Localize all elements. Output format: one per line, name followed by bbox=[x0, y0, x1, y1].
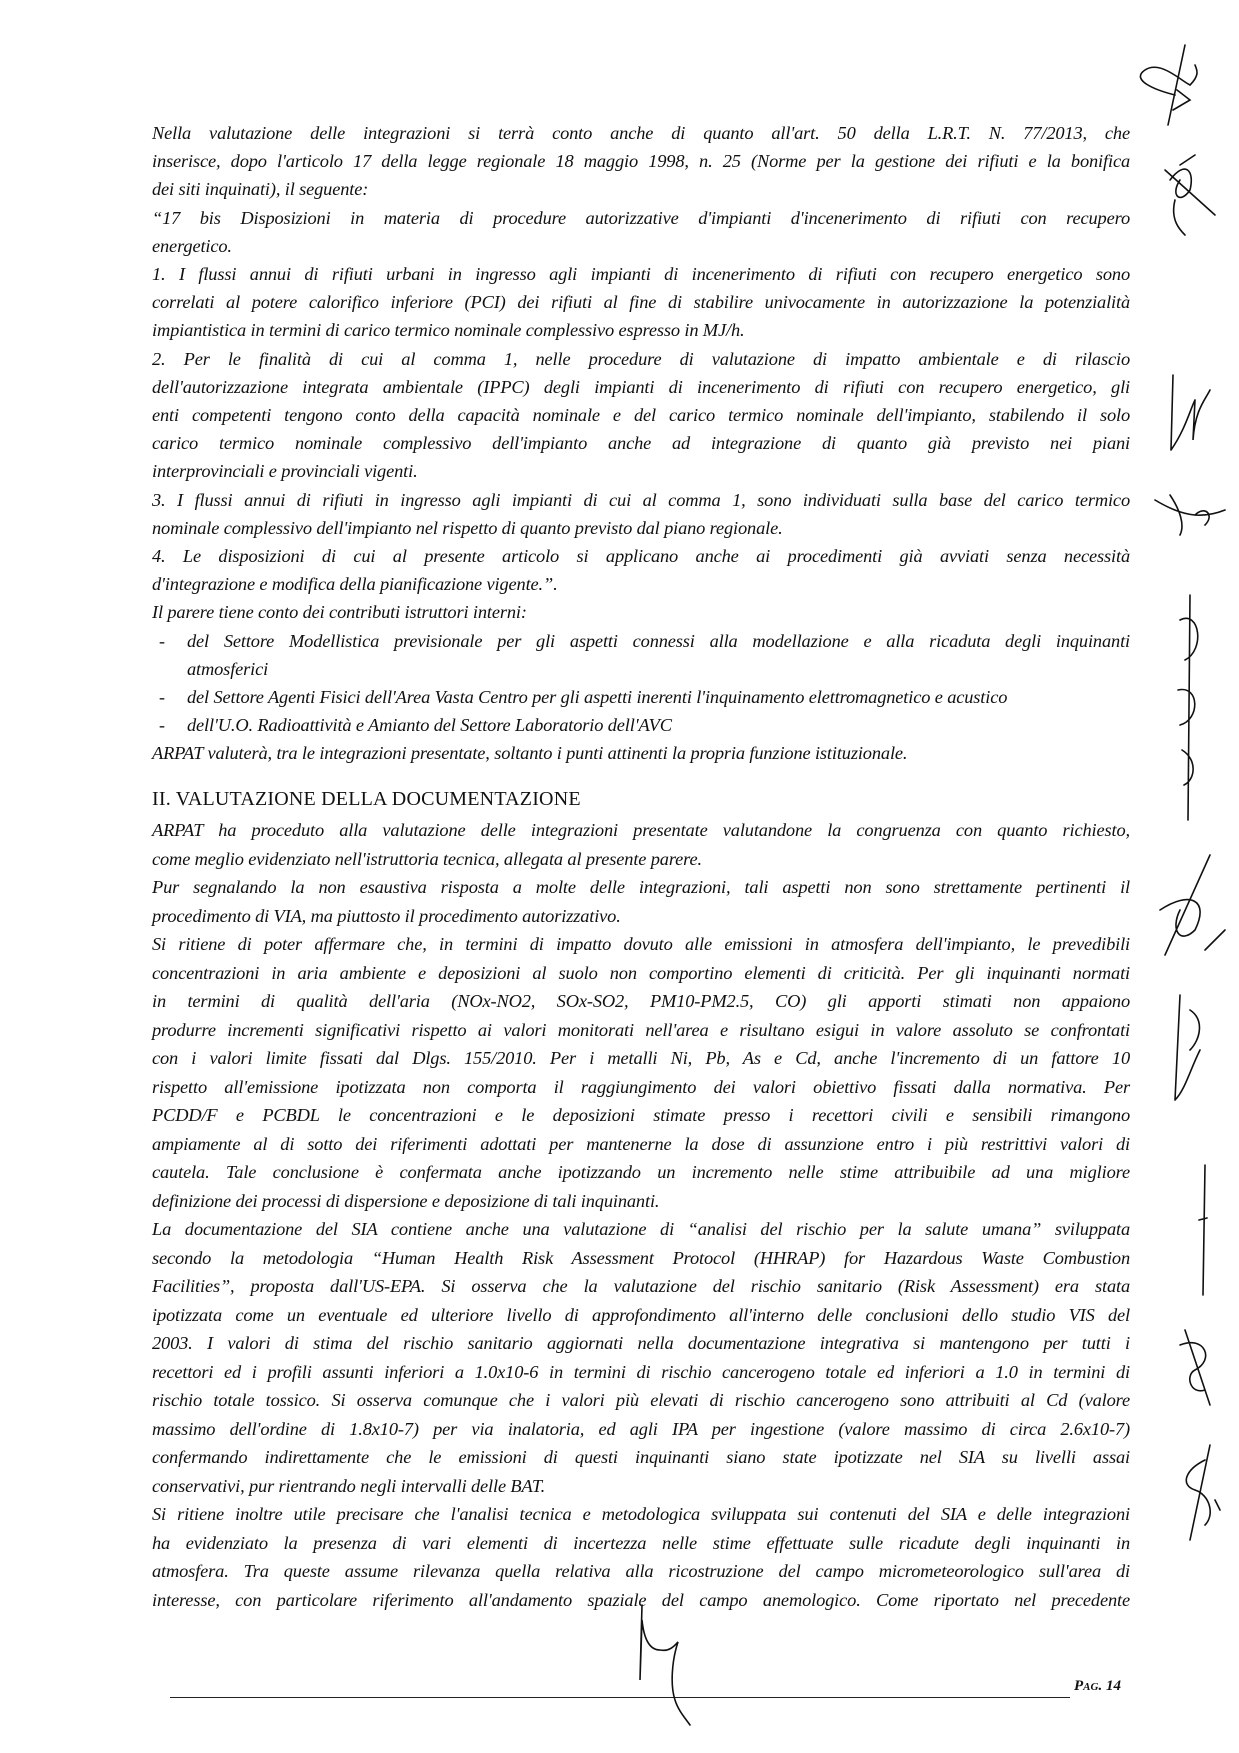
handwritten-initials-3 bbox=[1165, 370, 1215, 460]
paragraph-line: atmosfera. Tra queste assume rilevanza quella relativa alla ricostruzione del campo micrometeorologico sull'area di bbox=[152, 1561, 1130, 1581]
list-item-line: atmosferici bbox=[187, 659, 269, 679]
paragraph-line: 1. I flussi annui di rifiuti urbani in ingresso agli impianti di incenerimento di rifiuti con recupero energetico sono bbox=[152, 264, 1130, 284]
paragraph-line: Nella valutazione delle integrazioni si terrà conto anche di quanto all'art. 50 della L.R.T. N. 77/2013, che bbox=[152, 123, 1130, 143]
paragraph-line: “17 bis Disposizioni in materia di procedure autorizzative d'impianti d'incenerimento di rifiuti con recupero bbox=[152, 208, 1130, 228]
list-item-line: dell'U.O. Radioattività e Amianto del Settore Laboratorio dell'AVC bbox=[187, 715, 672, 735]
list-item-line: del Settore Agenti Fisici dell'Area Vasta Centro per gli aspetti inerenti l'inquinamento elettromagnetico e acustico bbox=[187, 687, 1008, 707]
handwritten-initials-10 bbox=[1175, 1440, 1235, 1550]
paragraph-line: massimo dell'ordine di 1.8x10-7) per via inalatoria, ed agli IPA per ingestione (valore massimo di circa 2.6x10-7) bbox=[152, 1419, 1130, 1439]
paragraph-line: carico termico nominale complessivo dell'impianto anche ad integrazione di quanto già previsto nei piani bbox=[152, 433, 1130, 453]
handwritten-initials-7 bbox=[1160, 990, 1220, 1120]
handwritten-initials-5 bbox=[1160, 590, 1220, 830]
paragraph-line: PCDD/F e PCBDL le concentrazioni e le deposizioni stimate presso i recettori civili e sensibili rimangono bbox=[152, 1105, 1130, 1125]
paragraph-line: ARPAT ha proceduto alla valutazione delle integrazioni presentate valutandone la congruenza con quanto richiesto, bbox=[152, 820, 1130, 840]
paragraph-line: nominale complessivo dell'impianto nel rispetto di quanto previsto dal piano regionale. bbox=[152, 518, 783, 538]
paragraph-line: Il parere tiene conto dei contributi istruttori interni: bbox=[152, 602, 527, 622]
paragraph-line: ipotizzata come un eventuale ed ulteriore livello di approfondimento all'interno delle conclusioni dello studio VIS del bbox=[152, 1305, 1130, 1325]
paragraph-line: 4. Le disposizioni di cui al presente articolo si applicano anche ai procedimenti già avviati senza necessità bbox=[152, 546, 1130, 566]
paragraph-line: 2003. I valori di stima del rischio sanitario aggiornati nella documentazione integrativa si mantengono per tutti i bbox=[152, 1333, 1130, 1353]
paragraph-line: 3. I flussi annui di rifiuti in ingresso agli impianti di cui al comma 1, sono individuati sulla base del carico termico bbox=[152, 490, 1130, 510]
list-bullet: - bbox=[159, 715, 165, 735]
paragraph-line: impiantistica in termini di carico termico nominale complessivo espresso in MJ/h. bbox=[152, 320, 745, 340]
paragraph-line: dell'autorizzazione integrata ambientale (IPPC) degli impianti di incenerimento di rifiuti con recupero energetico, gli bbox=[152, 377, 1130, 397]
footer-divider bbox=[170, 1697, 1070, 1698]
paragraph-line: secondo la metodologia “Human Health Risk Assessment Protocol (HHRAP) for Hazardous Waste Combustion bbox=[152, 1248, 1130, 1268]
handwritten-initials-8 bbox=[1185, 1160, 1225, 1300]
paragraph-line: dei siti inquinati), il seguente: bbox=[152, 179, 369, 199]
handwritten-initials-9 bbox=[1175, 1325, 1225, 1415]
list-item-line: del Settore Modellistica previsionale per gli aspetti connessi alla modellazione e alla ricaduta degli inquinanti bbox=[187, 631, 1130, 651]
paragraph-line: interesse, con particolare riferimento all'andamento spaziale del campo anemologico. Come riportato nel precedente bbox=[152, 1590, 1130, 1610]
paragraph-line: concentrazioni in aria ambiente e deposizioni al suolo non comportino elementi di criticità. Per gli inquinanti normati bbox=[152, 963, 1130, 983]
paragraph-line: in termini di qualità dell'aria (NOx-NO2, SOx-SO2, PM10-PM2.5, CO) gli apporti stimati non appaiono bbox=[152, 991, 1130, 1011]
paragraph-line: Facilities”, proposta dall'US-EPA. Si osserva che la valutazione del rischio sanitario (Risk Assessment) era stata bbox=[152, 1276, 1130, 1296]
paragraph-line: recettori ed i profili assunti inferiori a 1.0x10-6 in termini di rischio cancerogeno totale ed inferiori a 1.0 in termini di bbox=[152, 1362, 1130, 1382]
paragraph-line: Si ritiene inoltre utile precisare che l'analisi tecnica e metodologica sviluppata sui contenuti del SIA e delle integrazioni bbox=[152, 1504, 1130, 1524]
handwritten-initials-1 bbox=[1135, 40, 1215, 130]
paragraph-line: con i valori limite fissati dal Dlgs. 155/2010. Per i metalli Ni, Pb, As e Cd, anche l'incremento di un fattore 10 bbox=[152, 1048, 1130, 1068]
paragraph-line: ha evidenziato la presenza di vari elementi di incertezza nelle stime effettuate sulle ricadute degli inquinanti in bbox=[152, 1533, 1130, 1553]
paragraph-line: La documentazione del SIA contiene anche una valutazione di “analisi del rischio per la salute umana” sviluppata bbox=[152, 1219, 1130, 1239]
page-number: Pag. 14 bbox=[1074, 1678, 1121, 1694]
paragraph-line: produrre incrementi significativi rispetto ai valori monitorati nell'area e risultano esigui in valore assoluto se confrontati bbox=[152, 1020, 1130, 1040]
paragraph-line: come meglio evidenziato nell'istruttoria tecnica, allegata al presente parere. bbox=[152, 849, 702, 869]
paragraph-line: Si ritiene di poter affermare che, in termini di impatto dovuto alle emissioni in atmosfera dell'impianto, le prevedibili bbox=[152, 934, 1130, 954]
paragraph-line: ampiamente al di sotto dei riferimenti adottati per mantenerne la dose di assunzione entro i più restrittivi valori di bbox=[152, 1134, 1130, 1154]
paragraph-line: Pur segnalando la non esaustiva risposta a molte delle integrazioni, tali aspetti non sono strettamente pertinenti il bbox=[152, 877, 1130, 897]
paragraph-line: enti competenti tengono conto della capacità nominale e del carico termico nominale dell'impianto, stabilendo il solo bbox=[152, 405, 1130, 425]
paragraph-line: rispetto all'emissione ipotizzata non comporta il raggiungimento dei valori obiettivo fissati dalla normativa. Per bbox=[152, 1077, 1130, 1097]
paragraph-line: definizione dei processi di dispersione e deposizione di tali inquinanti. bbox=[152, 1191, 660, 1211]
paragraph-line: inserisce, dopo l'articolo 17 della legge regionale 18 maggio 1998, n. 25 (Norme per la gestione dei rifiuti e la bonifica bbox=[152, 151, 1130, 171]
section-heading: II. VALUTAZIONE DELLA DOCUMENTAZIONE bbox=[152, 788, 581, 810]
paragraph-line: energetico. bbox=[152, 236, 232, 256]
paragraph-line: 2. Per le finalità di cui al comma 1, nelle procedure di valutazione di impatto ambientale e di rilascio bbox=[152, 349, 1130, 369]
paragraph-line: confermando indirettamente che le emissioni di questi inquinanti siano state ipotizzate nel SIA su livelli assai bbox=[152, 1447, 1130, 1467]
paragraph-line: correlati al potere calorifico inferiore (PCI) dei rifiuti al fine di stabilire univocamente in autorizzazione la potenzialità bbox=[152, 292, 1130, 312]
paragraph-line: conservativi, pur rientrando negli intervalli delle BAT. bbox=[152, 1476, 546, 1496]
paragraph-line: ARPAT valuterà, tra le integrazioni presentate, soltanto i punti attinenti la propria funzione istituzionale. bbox=[152, 743, 908, 763]
handwritten-page-initials bbox=[630, 1600, 700, 1730]
handwritten-initials-2 bbox=[1155, 150, 1225, 240]
paragraph-line: rischio totale tossico. Si osserva comunque che i valori più elevati di rischio cancerogeno sono attribuiti al Cd (valore bbox=[152, 1390, 1130, 1410]
list-bullet: - bbox=[159, 631, 165, 651]
paragraph-line: interprovinciali e provinciali vigenti. bbox=[152, 461, 418, 481]
paragraph-line: cautela. Tale conclusione è confermata anche ipotizzando un incremento nelle stime attribuibile ad una migliore bbox=[152, 1162, 1130, 1182]
paragraph-line: procedimento di VIA, ma piuttosto il procedimento autorizzativo. bbox=[152, 906, 621, 926]
list-bullet: - bbox=[159, 687, 165, 707]
handwritten-initials-6 bbox=[1150, 850, 1230, 960]
handwritten-initials-4 bbox=[1150, 490, 1230, 540]
paragraph-line: d'integrazione e modifica della pianificazione vigente.”. bbox=[152, 574, 558, 594]
